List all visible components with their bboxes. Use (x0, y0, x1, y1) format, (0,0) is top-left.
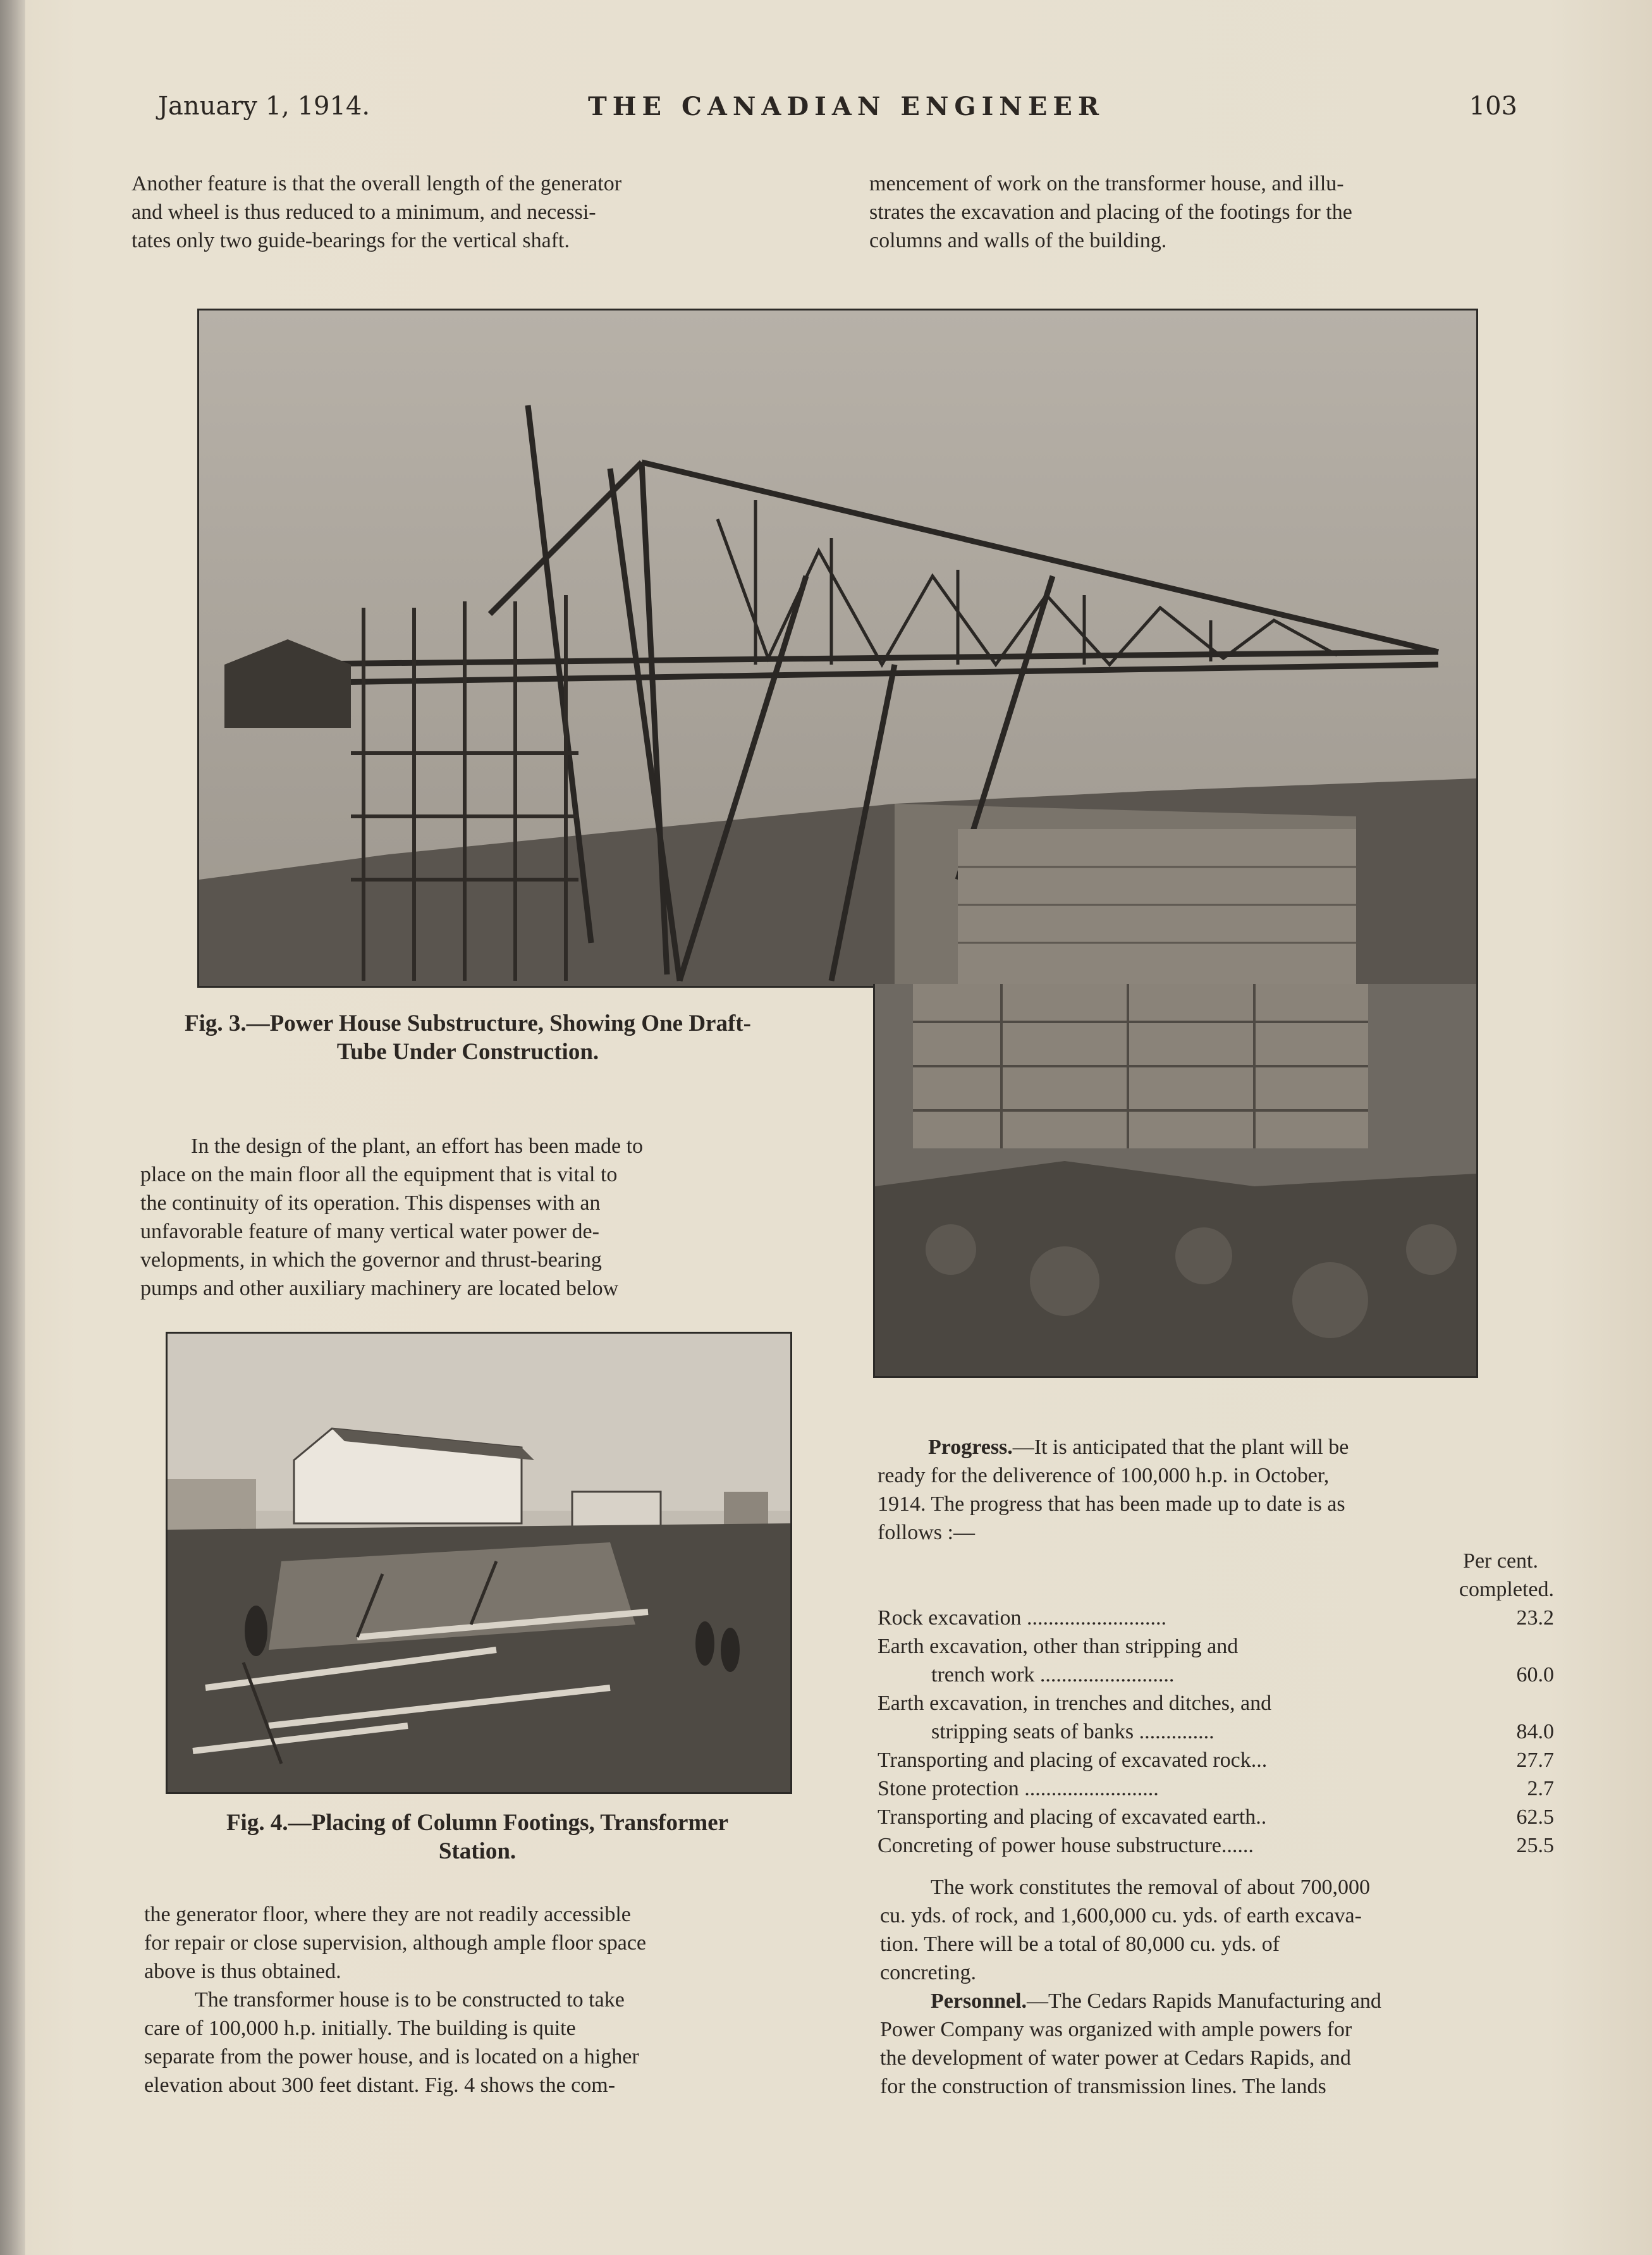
row-label: Rock excavation .......................... (878, 1606, 1167, 1630)
text-line: columns and walls of the building. (869, 229, 1167, 252)
text-line: unfavorable feature of many vertical water power de- (140, 1220, 599, 1243)
fig3-scene-lower (875, 984, 1476, 1376)
table-header-percent: Per cent. (1463, 1549, 1538, 1573)
text-line: The work constitutes the removal of about 700,000 (931, 1876, 1370, 1899)
text-line: and wheel is thus reduced to a minimum, and necessi- (132, 200, 596, 224)
text-line: The transformer house is to be constructed to take (195, 1988, 625, 2012)
text-line: the development of water power at Cedars Rapids, and (880, 2046, 1351, 2070)
row-value: 27.7 (1516, 1748, 1554, 1772)
text-line: follows :— (878, 1521, 975, 1544)
fig4-photo (166, 1332, 792, 1794)
row-label: Stone protection ......................... (878, 1777, 1159, 1800)
fig3-photo-upper (197, 309, 1478, 988)
row-label: Transporting and placing of excavated earth.. (878, 1805, 1267, 1829)
row-label-cont: stripping seats of banks .............. (931, 1720, 1215, 1743)
left-top-text (132, 169, 802, 255)
progress-table (878, 1547, 1554, 1869)
right-top-text (869, 169, 1543, 255)
fig3-photo-lower (873, 984, 1478, 1378)
text-line: above is thus obtained. (144, 1960, 341, 1983)
table-row (878, 1689, 1554, 1746)
text-line: Power Company was organized with ample powers for (880, 2018, 1352, 2041)
row-value: 84.0 (1516, 1720, 1554, 1743)
binding-edge (0, 0, 25, 2255)
header-date: January 1, 1914. (158, 92, 370, 121)
row-value: 62.5 (1516, 1805, 1554, 1829)
fig3-caption (136, 1009, 800, 1066)
row-label: Concreting of power house substructure...... (878, 1834, 1254, 1857)
table-row (878, 1632, 1554, 1689)
text-line: elevation about 300 feet distant. Fig. 4 shows the com- (144, 2074, 616, 2097)
text-line: velopments, in which the governor and thrust-bearing (140, 1248, 602, 1272)
text-line: for repair or close supervision, although ample floor space (144, 1931, 647, 1955)
fig4-caption (145, 1809, 809, 1865)
text-line: tion. There will be a total of 80,000 cu. yds. of (880, 1932, 1280, 1956)
page-number: 103 (1469, 92, 1517, 121)
running-header (158, 92, 1517, 130)
progress-intro (878, 1433, 1554, 1547)
text-line: the generator floor, where they are not readily accessible (144, 1903, 631, 1926)
text-line: separate from the power house, and is located on a higher (144, 2045, 639, 2068)
journal-title: THE CANADIAN ENGINEER (588, 92, 1105, 121)
table-header-completed: completed. (1459, 1578, 1554, 1601)
text-run: —It is anticipated that the plant will be (1012, 1435, 1349, 1459)
text-line: cu. yds. of rock, and 1,600,000 cu. yds. of earth excava- (880, 1904, 1362, 1927)
row-value: 23.2 (1516, 1606, 1554, 1630)
caption-line: Station. (438, 1838, 517, 1864)
text-line: tates only two guide-bearings for the vertical shaft. (132, 229, 570, 252)
caption-line: Fig. 4.—Placing of Column Footings, Transformer (226, 1810, 729, 1836)
text-line: for the construction of transmission lines. The lands (880, 2075, 1326, 2098)
text-line: strates the excavation and placing of the footings for the (869, 200, 1352, 224)
text-line: In the design of the plant, an effort has been made to (191, 1134, 644, 1158)
row-label: Earth excavation, in trenches and ditches, and (878, 1692, 1272, 1715)
text-line: mencement of work on the transformer house, and illu- (869, 172, 1344, 195)
left-bottom-text (144, 1900, 817, 2099)
row-value: 25.5 (1516, 1834, 1554, 1857)
personnel-heading: Personnel. (931, 1989, 1027, 2013)
row-value: 60.0 (1516, 1663, 1554, 1687)
text-line: ready for the deliverence of 100,000 h.p. in October, (878, 1464, 1330, 1487)
text-line (878, 1433, 1554, 1461)
text-line: place on the main floor all the equipment that is vital to (140, 1163, 618, 1186)
text-line: pumps and other auxiliary machinery are located below (140, 1277, 619, 1300)
row-label-cont: trench work ......................... (931, 1663, 1175, 1687)
text-line (880, 1987, 1557, 2015)
caption-line: Tube Under Construction. (336, 1039, 599, 1065)
row-label: Transporting and placing of excavated rock... (878, 1748, 1268, 1772)
text-line: concreting. (880, 1961, 976, 1984)
text-line: 1914. The progress that has been made up to date is as (878, 1492, 1345, 1516)
design-paragraph (140, 1132, 814, 1303)
row-label: Earth excavation, other than stripping and (878, 1635, 1239, 1658)
work-and-personnel (880, 1873, 1557, 2101)
fig3-scene-upper (199, 310, 1476, 986)
caption-line: Fig. 3.—Power House Substructure, Showing One Draft- (185, 1011, 751, 1036)
text-line: care of 100,000 h.p. initially. The building is quite (144, 2017, 576, 2040)
progress-heading: Progress. (928, 1435, 1013, 1459)
text-run: —The Cedars Rapids Manufacturing and (1027, 1989, 1381, 2013)
text-line: Another feature is that the overall length of the generator (132, 172, 622, 195)
row-value: 2.7 (1527, 1777, 1554, 1800)
text-line: the continuity of its operation. This dispenses with an (140, 1191, 601, 1215)
fig4-scene (168, 1334, 790, 1792)
